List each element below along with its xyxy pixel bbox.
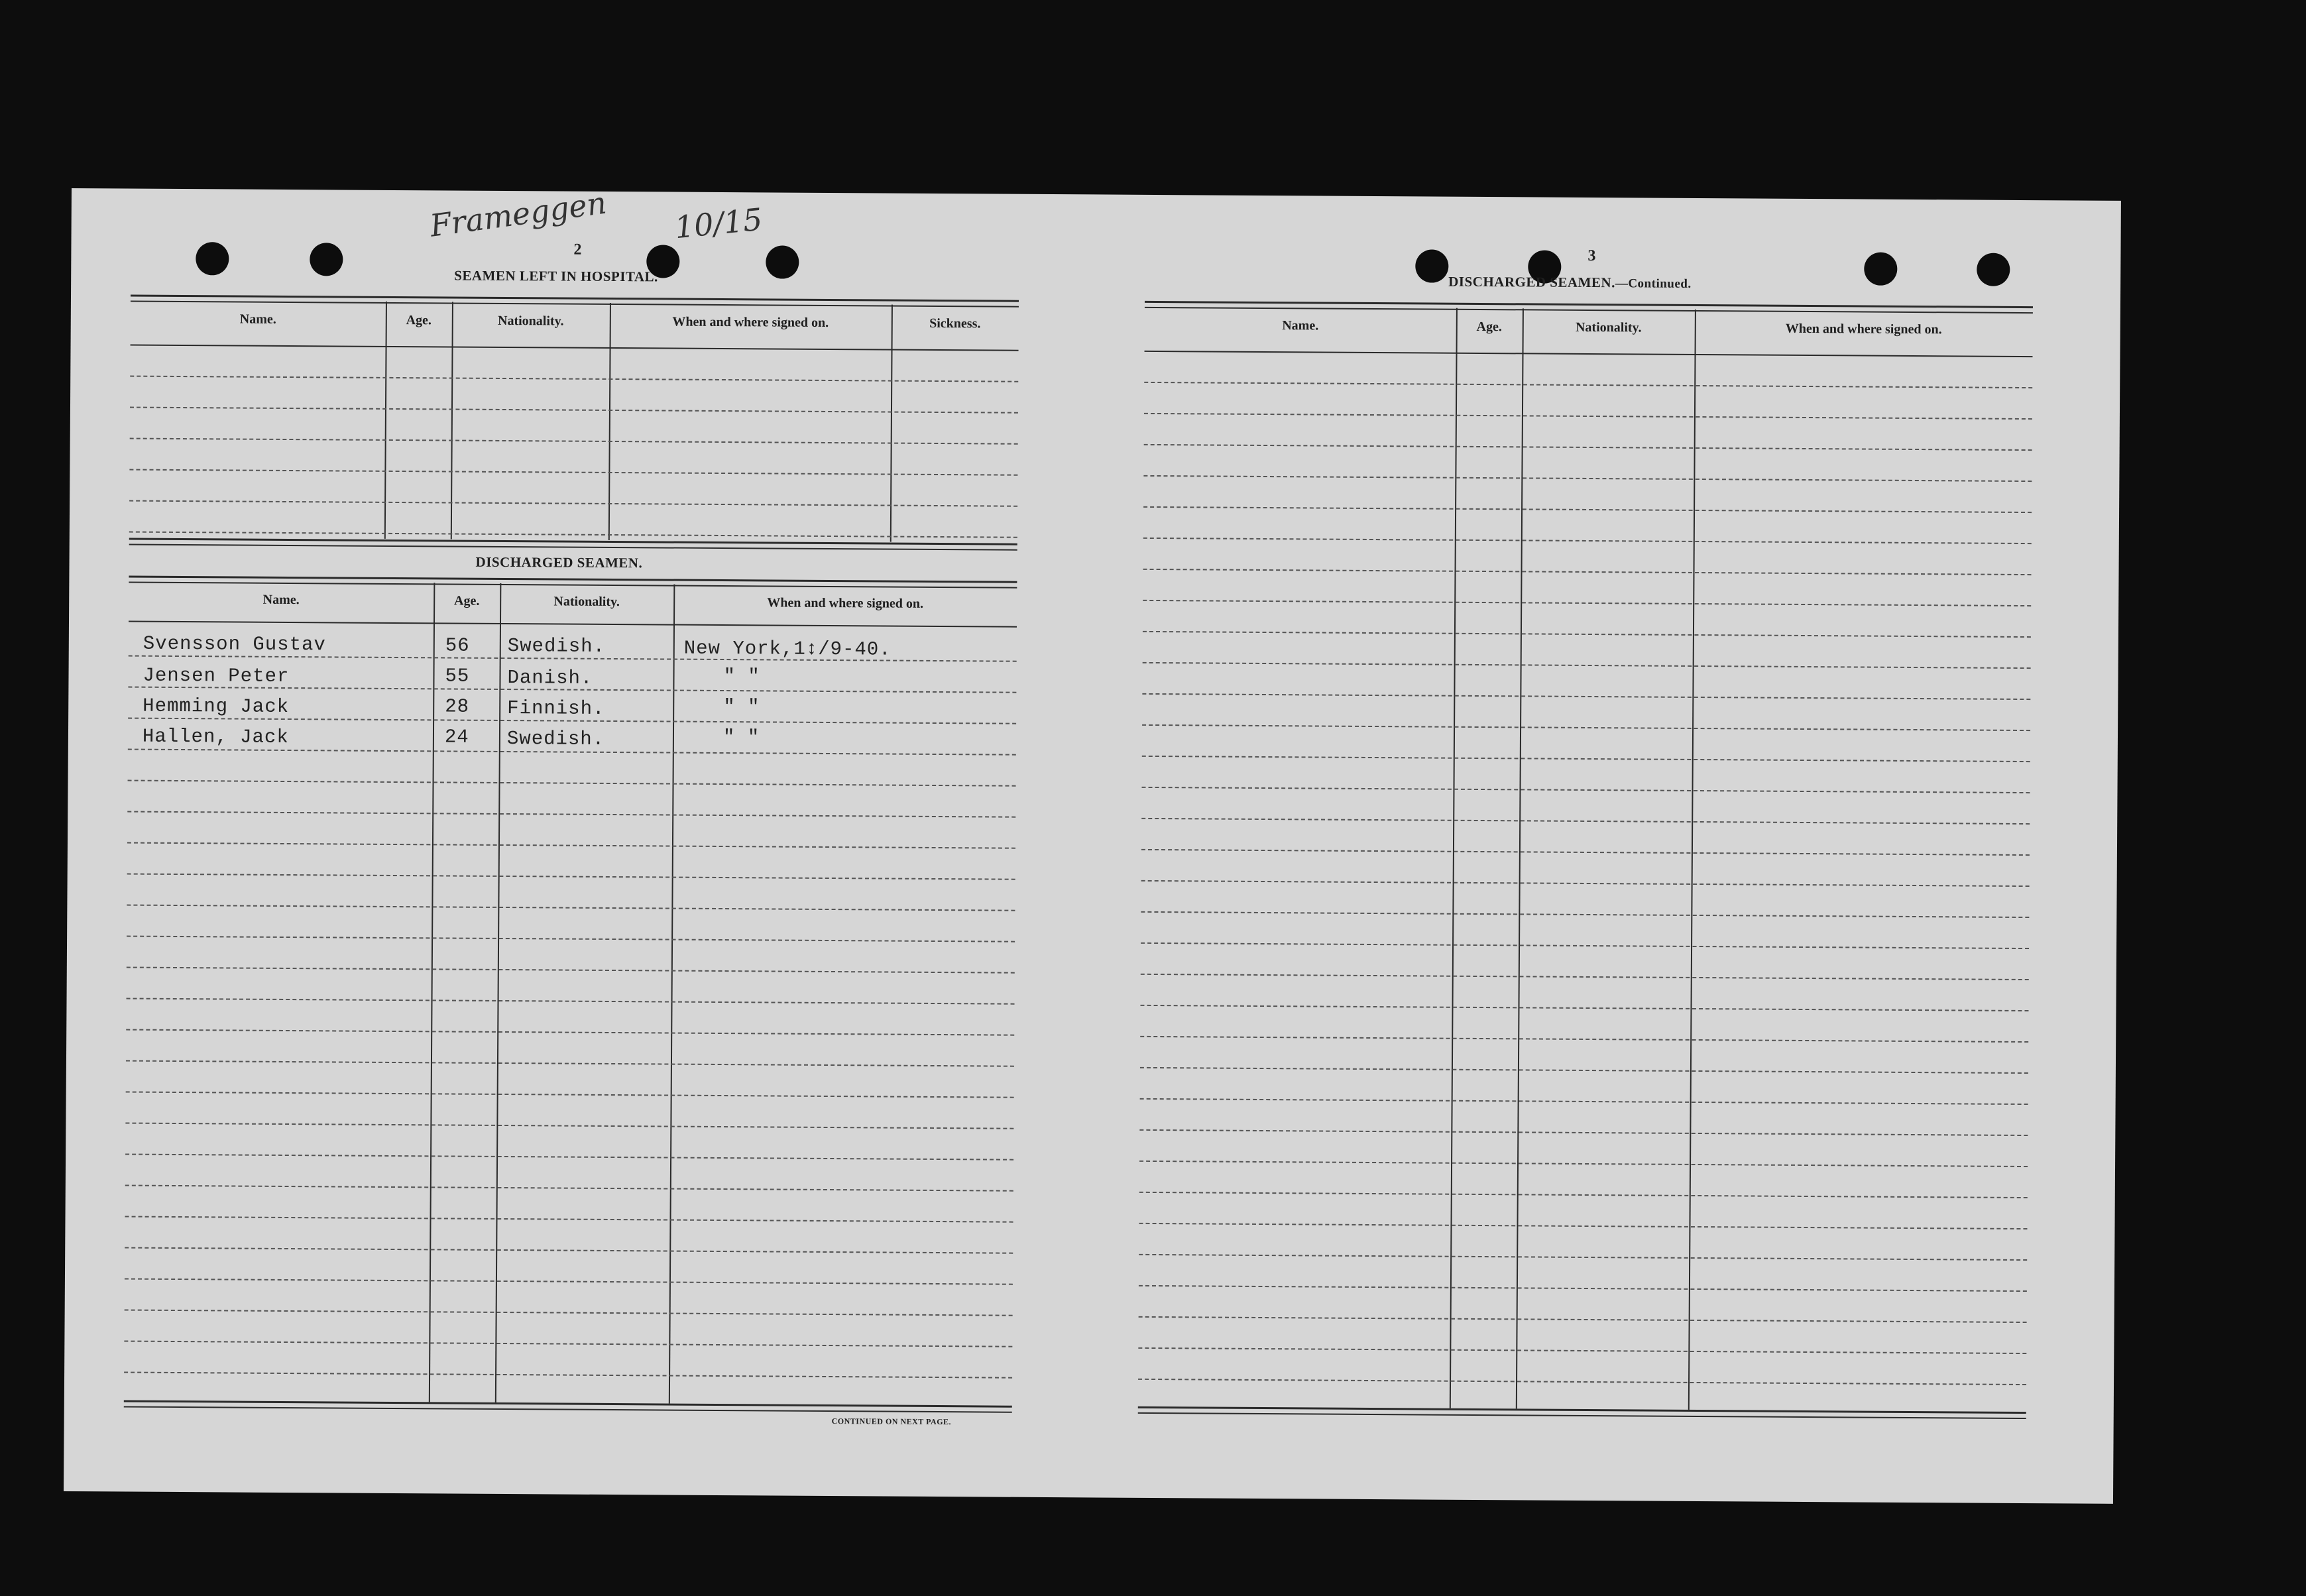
hospital-col-age: Age. [406,313,432,328]
discharged-col-signed-on: When and where signed on. [767,595,924,611]
ruled-line [1142,787,2030,793]
discharged-row-age: 28 [445,695,470,718]
right-col-age: Age. [1476,319,1502,335]
ruled-line [1141,911,2029,918]
ruled-line [129,500,1017,507]
ruled-line [1143,475,2032,482]
ruled-line [1143,662,2031,669]
crew-list-sheet [64,184,2121,1504]
hospital-col-divider [384,302,387,539]
ruled-line [130,407,1018,414]
discharged-row-nationality: Swedish. [507,635,606,657]
discharged-section-title: DISCHARGED SEAMEN. [475,553,643,571]
ruled-line [127,936,1015,942]
ruled-line [1144,382,2032,388]
ruled-line [127,998,1015,1005]
page-number: 3 [1587,247,1596,265]
discharged-row-age: 24 [444,726,469,748]
ruled-line [1139,1192,2028,1198]
ruled-line [1141,880,2030,887]
ruled-line [1139,1129,2028,1136]
ruled-line [1143,631,2031,638]
discharged-row-signed-on: " " [723,665,760,688]
ruled-line [1140,1067,2028,1074]
right-col-name: Name. [1282,318,1319,333]
ruled-line [124,1341,1012,1347]
ruled-line [1139,1223,2027,1229]
ruled-line [125,1185,1013,1192]
ruled-line [1139,1285,2027,1292]
right-col-signed-on: When and where signed on. [1785,321,1942,337]
ruled-line [130,438,1018,445]
discharged-col-name: Name. [262,592,300,608]
ruled-line [1140,1005,2028,1011]
discharged-row-nationality: Swedish. [506,728,605,750]
discharged-row-age: 55 [445,665,470,687]
ruled-line [129,469,1017,476]
right-header-rule [1145,351,2033,357]
hospital-section-title: SEAMEN LEFT IN HOSPITAL. [454,267,658,285]
ruled-line [127,842,1015,849]
ruled-line [125,1247,1013,1254]
ruled-line [1142,724,2030,731]
ruled-line [1143,538,2032,544]
ruled-line [129,532,1017,538]
ruled-line [126,1060,1014,1067]
discharged-row-nationality: Finnish. [507,697,605,720]
hospital-bottom-rule [129,538,1017,551]
ruled-line [1144,444,2032,451]
left-page [123,189,1046,1497]
ruled-line [1141,942,2029,949]
right-col-nationality: Nationality. [1575,319,1642,335]
ruled-line [1143,506,2032,513]
ruled-line [1138,1347,2026,1354]
discharged-col-divider [669,585,675,1404]
discharged-bottom-rule [124,1400,1012,1413]
ruled-line [1142,693,2030,700]
discharged-col-divider [495,583,502,1402]
hospital-col-divider [890,305,893,542]
ruled-line [1139,1316,2027,1323]
ruled-line [128,780,1016,787]
ruled-line [1143,569,2032,575]
hospital-top-rule [131,295,1019,308]
ruled-line [126,1092,1014,1098]
ruled-line [127,905,1015,911]
handwritten-vessel-name: Frameggen [428,184,609,244]
ruled-line [126,1029,1014,1036]
ruled-line [1138,1379,2026,1385]
ruled-line [125,1310,1013,1316]
ruled-line [125,1216,1013,1223]
hospital-col-name: Name. [239,312,276,327]
ruled-line [1139,1254,2027,1261]
ruled-line [1140,1098,2028,1105]
right-col-divider [1688,310,1696,1410]
continued-note: CONTINUED ON NEXT PAGE. [831,1416,952,1427]
hospital-col-signed-on: When and where signed on. [672,314,829,330]
ruled-line [125,1279,1013,1285]
hospital-col-divider [451,302,453,540]
hospital-header-rule [131,345,1019,351]
ruled-line [1141,818,2030,825]
discharged-row-name: Hemming Jack [143,695,290,718]
ruled-line [1141,849,2030,856]
discharged-row-name: Jensen Peter [143,664,290,688]
hospital-col-sickness: Sickness. [929,315,981,331]
ruled-line [125,1123,1013,1129]
discharged-col-nationality: Nationality. [553,594,620,610]
handwritten-date: 10/15 [673,201,764,246]
ruled-line [1142,756,2030,762]
discharged-row-name: Hallen, Jack [142,725,289,749]
right-bottom-rule [1138,1406,2026,1419]
right-col-divider [1516,308,1524,1408]
discharged-row-nationality: Danish. [507,667,593,689]
ruled-line [124,1372,1012,1379]
right-top-rule [1145,301,2033,314]
ruled-line [1144,413,2032,420]
ruled-line [127,967,1015,974]
discharged-header-rule [129,621,1017,628]
ruled-line [1143,600,2031,606]
ruled-line [125,1154,1013,1161]
discharged-continued-title-main: DISCHARGED SEAMEN. [1448,273,1615,291]
discharged-row-signed-on: " " [722,726,760,749]
discharged-row-signed-on: New York,1↕/9-40. [683,637,892,661]
ruled-line [1140,1036,2028,1043]
discharged-col-age: Age. [453,593,480,608]
ruled-line [130,376,1018,382]
discharged-col-divider [429,583,435,1402]
right-page [1137,195,2047,1503]
right-col-divider [1450,308,1458,1408]
hospital-col-divider [608,303,611,540]
discharged-row-name: Svensson Gustav [143,632,326,656]
ruled-line [1141,974,2029,980]
hospital-col-nationality: Nationality. [497,313,564,329]
discharged-top-rule [129,576,1017,589]
discharged-row-age: 56 [445,634,470,657]
page-number: 2 [573,241,582,258]
ruled-line [1139,1161,2028,1167]
discharged-continued-title [1448,274,1692,292]
discharged-row-signed-on: " " [723,696,760,718]
discharged-continued-title-suffix: —Continued. [1615,276,1692,291]
ruled-line [127,811,1015,818]
ruled-line [127,874,1015,880]
